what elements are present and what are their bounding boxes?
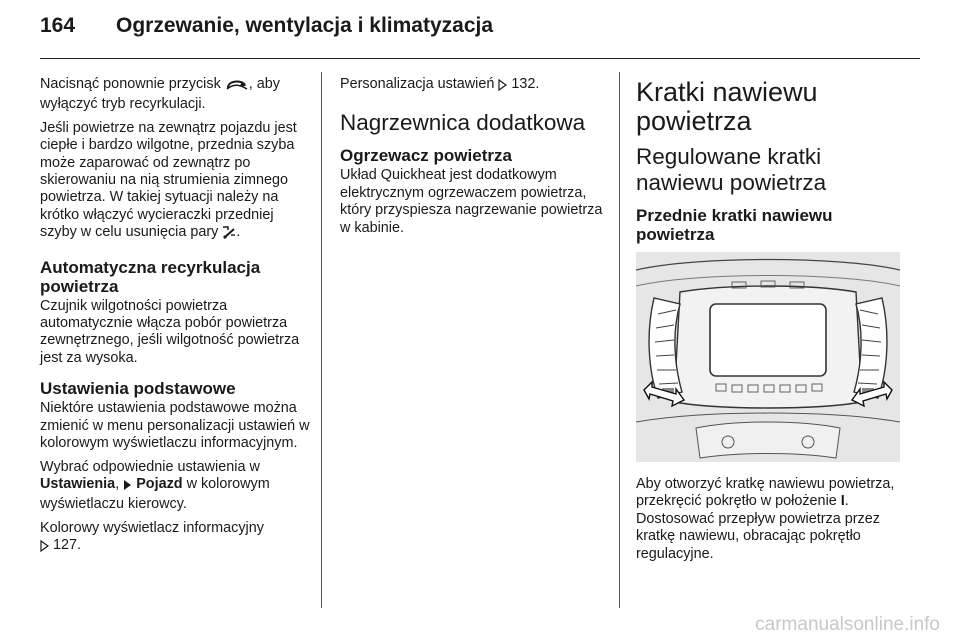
column-3 <box>636 78 926 569</box>
watermark: carmanualsonline.info <box>755 614 940 635</box>
position-i-label: I <box>840 493 845 510</box>
dashboard-vents-illustration <box>636 252 900 462</box>
page-title: Ogrzewanie, wentylacja i klimatyzacja <box>116 14 494 37</box>
heading-basic-settings: Ustawienia podstawowe <box>40 379 236 399</box>
column-2 <box>340 76 612 243</box>
windshield-wiper-icon <box>222 225 236 244</box>
heading-air-heater: Ogrzewacz powietrza <box>340 146 512 166</box>
heading-air-vents: Kratki nawiewu powietrza <box>636 77 818 136</box>
paragraph-select-settings: Wybrać odpowiednie ustawienia w Ustawienia, Pojazd w kolorowym wyświetlaczu kierowcy. <box>40 458 270 513</box>
paragraph-reference-display: Kolorowy wyświetlacz informacyjny 127. <box>40 520 312 558</box>
header-divider <box>40 58 920 59</box>
recirculation-icon <box>225 78 249 96</box>
paragraph-open-vent: Aby otworzyć kratkę nawiewu powietrza, przekręcić pokrętło w położenie I. Dostosować przepływ powietrza przez kratkę nawiewu, obracając pokrętło regulacyjne. <box>636 476 895 562</box>
paragraph-auto-recirculation: Czujnik wilgotności powietrza automatycznie włącza pobór powietrza zewnętrznego, jeśli wilgotność powietrza jest za wysoka. <box>40 297 300 366</box>
heading-adjustable-vents: Regulowane kratki nawiewu powietrza <box>636 144 827 195</box>
paragraph-windshield-fog: Jeśli powietrze na zewnątrz pojazdu jest ciepłe i bardzo wilgotne, przednia szyba może zaparować od zewnątrz po skierowaniu na nią strumienia zimnego powietrza. W takiej sytuacji należy na krótko włączyć wycieraczki przedniej szyby w celu usunięcia pary . <box>40 120 312 245</box>
paragraph-recirculation-off: Nacisnąć ponownie przycisk , aby wyłączyć tryb recyrkulacji. <box>40 76 280 113</box>
heading-front-vents: Przednie kratki nawiewu powietrza <box>636 206 833 244</box>
arrow-right-icon <box>123 479 132 496</box>
column-divider-1 <box>321 72 322 608</box>
paragraph-basic-settings: Niektóre ustawienia podstawowe można zmienić w menu personalizacji ustawień w kolorowym wyświetlaczu informacyjnym. <box>40 400 310 452</box>
paragraph-air-heater: Układ Quickheat jest dodatkowym elektrycznym ogrzewaczem powietrza, który przyspiesza nagrzewanie powietrza w kabinie. <box>340 167 603 236</box>
vehicle-menu-label: Pojazd <box>136 475 183 492</box>
column-1 <box>40 76 312 564</box>
page-number: 164 <box>40 14 76 37</box>
heading-auxiliary-heater: Nagrzewnica dodatkowa <box>340 110 586 136</box>
heading-auto-recirculation: Automatyczna recyrkulacja powietrza <box>40 257 261 296</box>
paragraph-personalization-ref: Personalizacja ustawień 132. <box>340 76 612 96</box>
column-divider-2 <box>619 72 620 608</box>
page-reference-icon <box>40 540 49 557</box>
settings-menu-label: Ustawienia <box>40 475 116 492</box>
